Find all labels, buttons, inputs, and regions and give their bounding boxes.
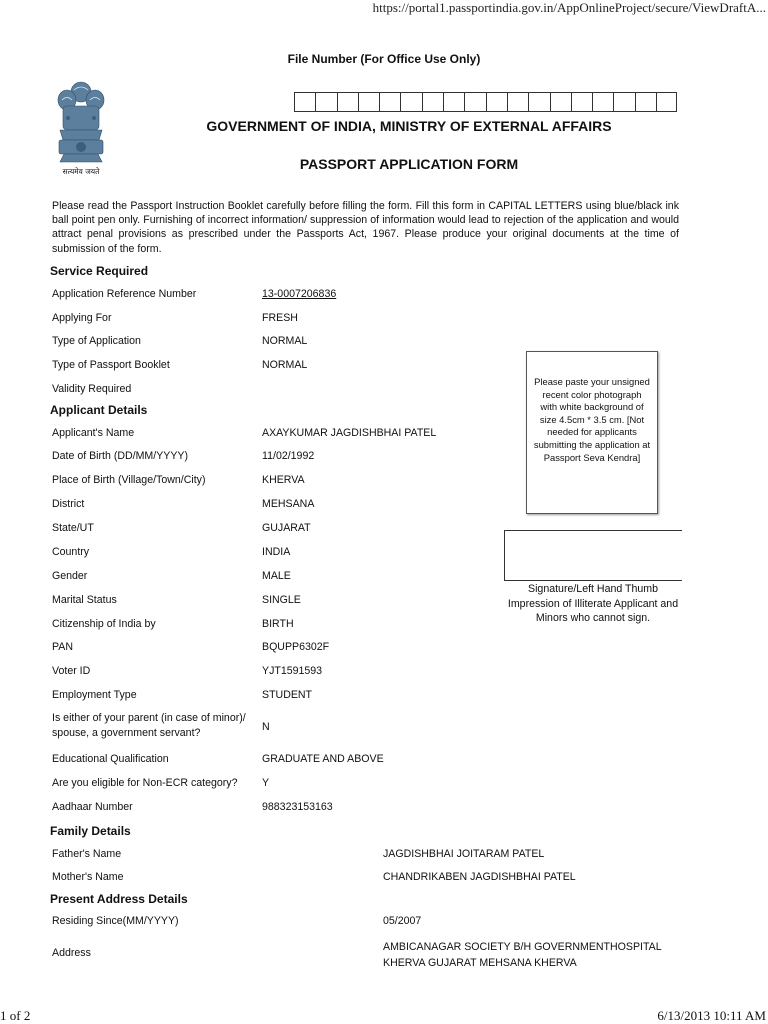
file-number-cell (379, 92, 400, 112)
validity-required-label: Validity Required (52, 383, 132, 395)
non-ecr-label: Are you eligible for Non-ECR category? (52, 777, 238, 789)
gender-label: Gender (52, 570, 88, 582)
application-reference-value: 13-0007206836 (262, 288, 337, 300)
date-of-birth-label: Date of Birth (DD/MM/YYYY) (52, 450, 188, 462)
citizenship-value: BIRTH (262, 618, 294, 630)
place-of-birth-label: Place of Birth (Village/Town/City) (52, 474, 206, 486)
address-value: AMBICANAGAR SOCIETY B/H GOVERNMENTHOSPITAL KHERVA GUJARAT MEHSANA KHERVA (383, 941, 662, 969)
pan-label: PAN (52, 641, 73, 653)
file-number-cell (571, 92, 592, 112)
father-name-label: Father's Name (52, 848, 122, 860)
file-number-cell (358, 92, 379, 112)
page-url: https://portal1.passportindia.gov.in/AppOnlineProject/secure/ViewDraftA... (372, 0, 766, 15)
family-details-heading: Family Details (50, 824, 131, 838)
marital-status-label: Marital Status (52, 594, 117, 606)
residing-since-label: Residing Since(MM/YYYY) (52, 915, 179, 927)
file-number-cell (315, 92, 336, 112)
file-number-cell (528, 92, 549, 112)
print-timestamp: 6/13/2013 10:11 AM (657, 1008, 766, 1023)
application-reference-label: Application Reference Number (52, 288, 197, 300)
country-value: INDIA (262, 546, 291, 558)
government-servant-label: Is either of your parent (in case of minor)/ spouse, a government servant? (52, 712, 246, 739)
applicant-name-label: Applicant's Name (52, 427, 135, 439)
state-value: GUJARAT (262, 522, 311, 534)
country-label: Country (52, 546, 90, 558)
type-of-application-value: NORMAL (262, 335, 308, 347)
district-value: MEHSANA (262, 498, 315, 510)
applying-for-label: Applying For (52, 312, 112, 324)
file-number-label: File Number (For Office Use Only) (287, 52, 481, 66)
passport-booklet-type-label: Type of Passport Booklet (52, 359, 170, 371)
applicant-name-value: AXAYKUMAR JAGDISHBHAI PATEL (262, 427, 437, 439)
aadhaar-number-value: 988323153163 (262, 801, 333, 813)
gender-value: MALE (262, 570, 291, 582)
marital-status-value: SINGLE (262, 594, 301, 606)
applicant-details-heading: Applicant Details (50, 403, 148, 417)
mother-name-value: CHANDRIKABEN JAGDISHBHAI PATEL (383, 871, 576, 883)
state-label: State/UT (52, 522, 94, 534)
service-required-heading: Service Required (50, 264, 149, 278)
form-title: PASSPORT APPLICATION FORM (299, 156, 519, 172)
page-counter: 1 of 2 (0, 1008, 31, 1023)
citizenship-label: Citizenship of India by (52, 618, 156, 630)
instructions-paragraph: Please read the Passport Instruction Booklet carefully before filling the form. Fill this form in CAPITAL LETTERS using blue/black ink ball point pen only. Furnishing of incorrect information/ suppression of information would lead to rejection of the application and would attract penal provisions as prescribed under the Passports Act, 1967. Please produce your original documents at the time of submission of the form. (52, 200, 679, 255)
government-servant-value: N (262, 721, 270, 733)
file-number-cell (592, 92, 613, 112)
file-number-cell (337, 92, 358, 112)
employment-type-value: STUDENT (262, 689, 313, 701)
father-name-value: JAGDISHBHAI JOITARAM PATEL (383, 848, 545, 860)
pan-value: BQUPP6302F (262, 641, 330, 653)
file-number-cell (443, 92, 464, 112)
file-number-cell (464, 92, 485, 112)
file-number-cell (507, 92, 528, 112)
file-number-cell (635, 92, 656, 112)
file-number-cell (400, 92, 421, 112)
employment-type-label: Employment Type (52, 689, 137, 701)
file-number-cell (550, 92, 571, 112)
aadhaar-number-label: Aadhaar Number (52, 801, 133, 813)
applying-for-value: FRESH (262, 312, 298, 324)
type-of-application-label: Type of Application (52, 335, 141, 347)
file-number-cell (656, 92, 677, 112)
educational-qualification-value: GRADUATE AND ABOVE (262, 753, 384, 765)
mother-name-label: Mother's Name (52, 871, 124, 883)
file-number-cell (613, 92, 634, 112)
non-ecr-value: Y (262, 777, 270, 789)
voter-id-label: Voter ID (52, 665, 91, 677)
ministry-title: GOVERNMENT OF INDIA, MINISTRY OF EXTERNAL AFFAIRS (206, 118, 612, 134)
address-label: Address (52, 947, 91, 959)
signature-box (504, 530, 682, 581)
voter-id-value: YJT1591593 (262, 665, 323, 677)
passport-booklet-type-value: NORMAL (262, 359, 308, 371)
file-number-cell (422, 92, 443, 112)
date-of-birth-value: 11/02/1992 (262, 450, 315, 462)
photo-box: Please paste your unsigned recent color photograph with white background of size 4.5cm * 3.5 cm. [Not needed for applicants submitting the application at Passport Seva Kendra] (526, 351, 658, 514)
place-of-birth-value: KHERVA (262, 474, 305, 486)
residing-since-value: 05/2007 (383, 915, 422, 927)
district-label: District (52, 498, 85, 510)
file-number-cell (486, 92, 507, 112)
emblem-motto: सत्यमेव जयते (62, 167, 100, 176)
present-address-heading: Present Address Details (50, 892, 188, 906)
signature-caption: Signature/Left Hand Thumb Impression of Illiterate Applicant and Minors who cannot sign. (507, 583, 679, 624)
file-number-grid (294, 92, 677, 112)
educational-qualification-label: Educational Qualification (52, 753, 169, 765)
file-number-cell (294, 92, 315, 112)
